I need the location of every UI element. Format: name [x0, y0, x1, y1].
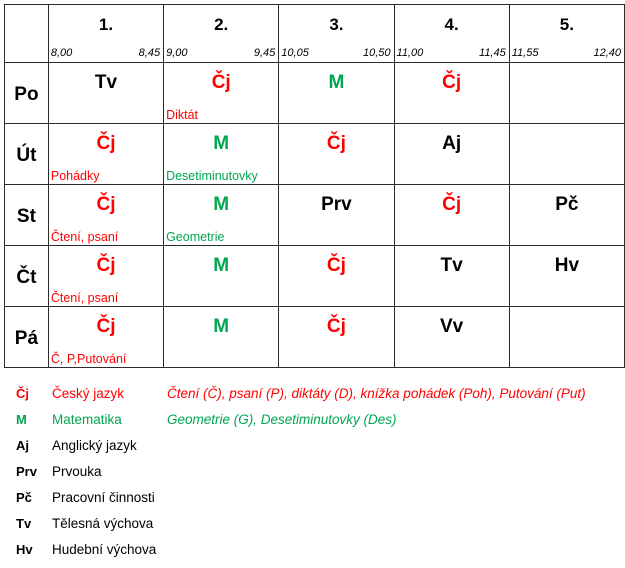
period-end-time: 8,45: [138, 47, 161, 59]
lesson-cell: [509, 307, 624, 368]
period-end-time: 11,45: [479, 47, 506, 59]
lesson-note: Č, P,Putování: [50, 352, 127, 366]
legend-row: [16, 386, 616, 412]
day-cell: [5, 63, 49, 124]
legend-row: [16, 438, 616, 464]
lesson-cell: [279, 124, 394, 185]
lesson-cell: [279, 246, 394, 307]
legend-abbr: Tv: [16, 516, 32, 531]
subject-abbr: Čj: [96, 194, 116, 215]
lesson-cell: [164, 246, 279, 307]
subject-abbr: Čj: [326, 255, 346, 276]
legend-detail: Čtení (Č), psaní (P), diktáty (D), knížka pohádek (Poh), Putování (Put): [167, 386, 586, 401]
day-label: Čt: [16, 267, 37, 288]
lesson-cell: [48, 124, 163, 185]
lesson-note: Pohádky: [50, 169, 100, 183]
subject-abbr: M: [213, 133, 230, 154]
subject-abbr: Čj: [211, 72, 231, 93]
legend-subject-name: Matematika: [52, 412, 122, 427]
lesson-cell: [509, 246, 624, 307]
lesson-cell: [279, 307, 394, 368]
period-end-time: 12,40: [593, 47, 621, 59]
lesson-cell: [509, 124, 624, 185]
period-start-time: 9,00: [166, 47, 188, 59]
lesson-cell: [164, 63, 279, 124]
day-label: Út: [16, 145, 37, 166]
day-cell: [5, 185, 49, 246]
legend-abbr: M: [16, 412, 27, 427]
legend-row: [16, 412, 616, 438]
lesson-cell: [279, 63, 394, 124]
period-start-time: 8,00: [50, 47, 73, 59]
period-number: 5.: [559, 15, 574, 34]
lesson-cell: [48, 63, 163, 124]
lesson-cell: [394, 124, 509, 185]
subject-abbr: Čj: [326, 133, 346, 154]
subject-abbr: Čj: [96, 255, 116, 276]
day-label: Pá: [14, 328, 39, 349]
legend-row: [16, 516, 616, 542]
lesson-note: Diktát: [166, 108, 199, 122]
lesson-cell: [279, 185, 394, 246]
legend-abbr: Čj: [16, 386, 29, 401]
lesson-note: Geometrie: [166, 230, 225, 244]
legend-subject-name: Pracovní činnosti: [52, 490, 155, 505]
period-header: [509, 5, 624, 63]
legend-row: [16, 490, 616, 516]
subject-abbr: Tv: [440, 255, 463, 276]
day-row: [5, 246, 625, 307]
legend-abbr: Prv: [16, 464, 37, 479]
subject-abbr: Hv: [554, 255, 580, 276]
subject-abbr: Prv: [321, 194, 352, 215]
period-header: [394, 5, 509, 63]
legend-abbr: Pč: [16, 490, 32, 505]
day-row: [5, 124, 625, 185]
day-cell: [5, 246, 49, 307]
subject-abbr: Čj: [96, 316, 116, 337]
lesson-cell: [509, 185, 624, 246]
legend-subject-name: Hudební výchova: [52, 542, 157, 557]
lesson-cell: [48, 246, 163, 307]
period-start-time: 11,00: [396, 47, 424, 59]
day-row: [5, 63, 625, 124]
period-start-time: 11,55: [511, 47, 539, 59]
legend-row: [16, 464, 616, 490]
lesson-cell: [394, 246, 509, 307]
period-number: 1.: [98, 15, 114, 34]
lesson-cell: [394, 307, 509, 368]
subject-abbr: Čj: [442, 72, 462, 93]
lesson-note: Desetiminutovky: [166, 169, 258, 183]
subject-abbr: M: [213, 194, 230, 215]
legend-subject-name: Prvouka: [52, 464, 102, 479]
period-number: 4.: [444, 15, 459, 34]
subject-abbr: Čj: [326, 316, 346, 337]
timetable-header-row: [5, 5, 625, 63]
corner-cell: [5, 5, 49, 63]
lesson-note: Čtení, psaní: [50, 291, 119, 305]
legend-row: [16, 542, 616, 568]
legend-subject-name: Český jazyk: [52, 386, 125, 401]
period-number: 3.: [329, 15, 344, 34]
lesson-cell: [394, 185, 509, 246]
subject-abbr: Tv: [94, 72, 118, 93]
legend-abbr: Hv: [16, 542, 33, 557]
subject-abbr: M: [213, 255, 230, 276]
subject-abbr: Čj: [96, 133, 116, 154]
legend-detail: Geometrie (G), Desetiminutovky (Des): [167, 412, 397, 427]
day-row: [5, 185, 625, 246]
period-end-time: 10,50: [362, 47, 391, 59]
subject-abbr: Čj: [442, 194, 462, 215]
period-start-time: 10,05: [281, 47, 309, 59]
subject-abbr: Aj: [442, 133, 462, 154]
period-number: 2.: [214, 15, 229, 34]
subject-abbr: Pč: [555, 194, 579, 215]
subject-legend: [16, 386, 616, 568]
lesson-cell: [164, 185, 279, 246]
period-header: [48, 5, 163, 63]
lesson-cell: [509, 63, 624, 124]
day-row: [5, 307, 625, 368]
day-cell: [5, 307, 49, 368]
day-label: Po: [14, 84, 39, 105]
subject-abbr: Vv: [440, 316, 464, 337]
legend-subject-name: Tělesná výchova: [52, 516, 154, 531]
period-header: [279, 5, 394, 63]
timetable: [4, 4, 625, 368]
lesson-cell: [164, 307, 279, 368]
legend-abbr: Aj: [16, 438, 29, 453]
day-cell: [5, 124, 49, 185]
lesson-cell: [164, 124, 279, 185]
lesson-cell: [48, 185, 163, 246]
period-header: [164, 5, 279, 63]
subject-abbr: M: [213, 316, 230, 337]
lesson-cell: [394, 63, 509, 124]
period-end-time: 9,45: [253, 47, 276, 59]
lesson-cell: [48, 307, 163, 368]
lesson-note: Čtení, psaní: [50, 230, 119, 244]
day-label: St: [16, 206, 36, 227]
legend-subject-name: Anglický jazyk: [52, 438, 137, 453]
subject-abbr: M: [328, 72, 345, 93]
